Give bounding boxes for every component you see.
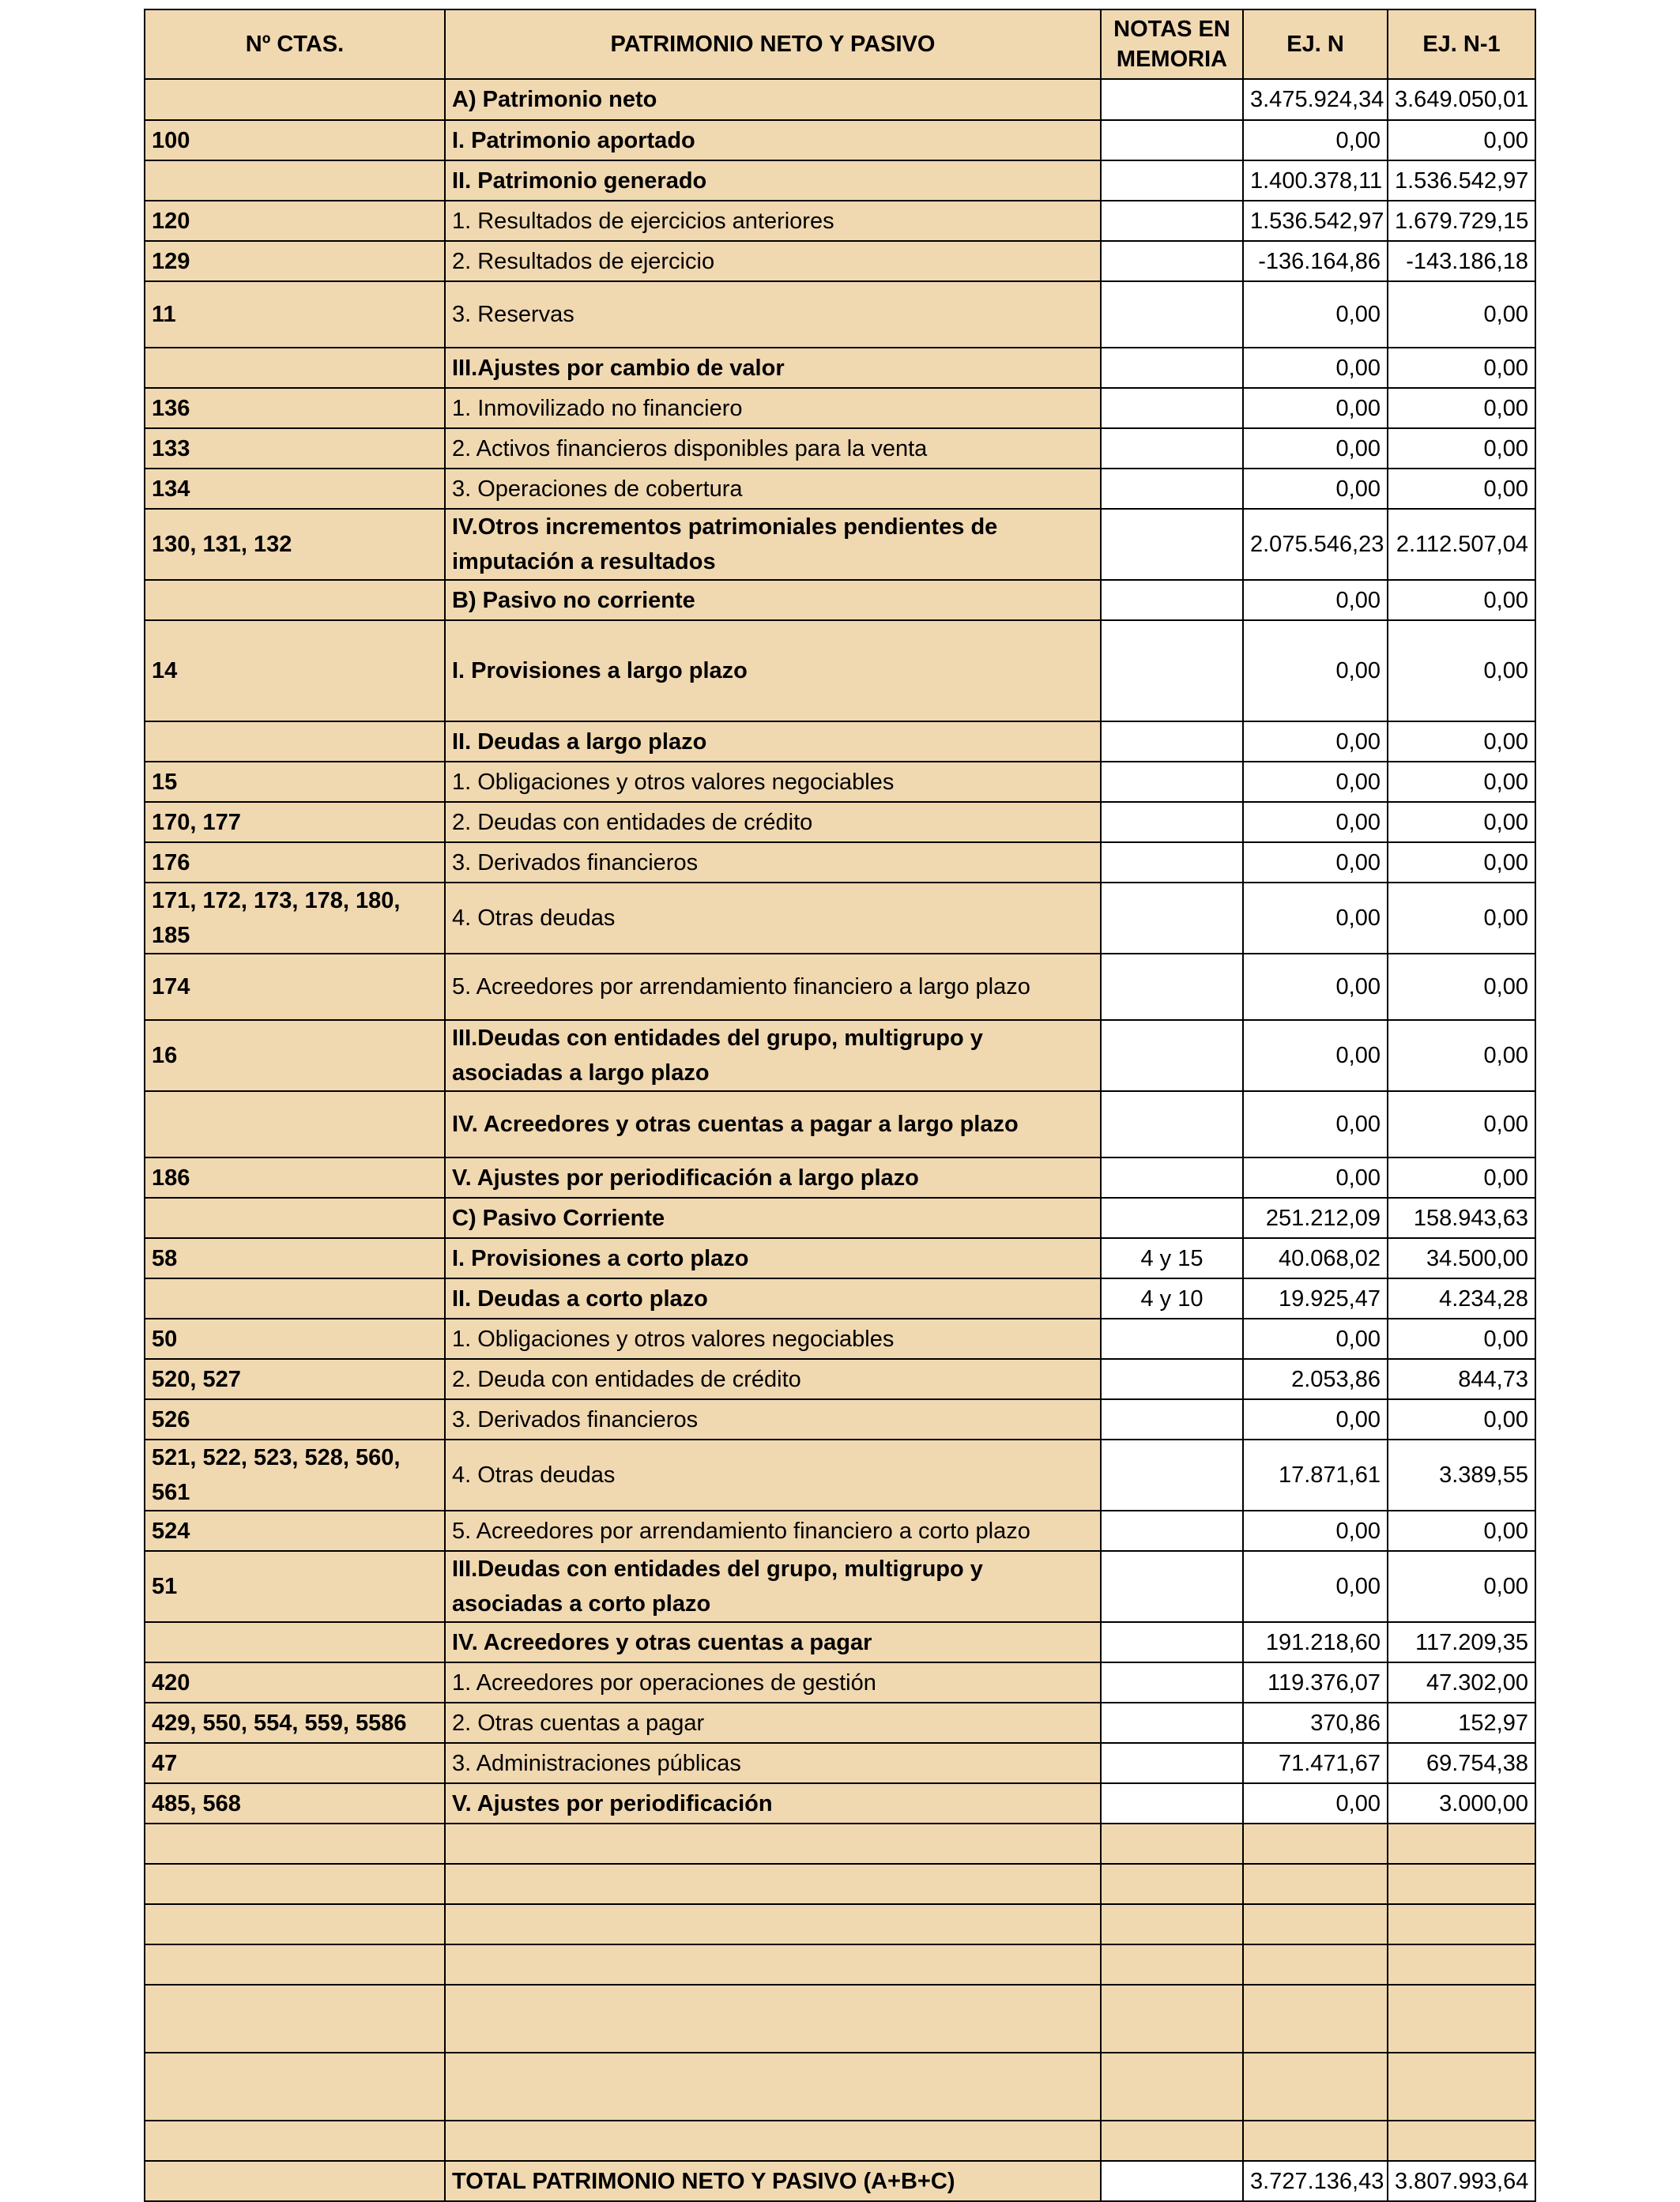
total-ej-n: 3.727.136,43 [1243, 2161, 1388, 2201]
table-row [145, 1551, 1535, 1622]
notes-reference [1101, 1319, 1243, 1359]
value-ej-n: 2.053,86 [1243, 1359, 1388, 1399]
notes-reference [1101, 1511, 1243, 1551]
account-number [145, 1278, 445, 1319]
account-number: 58 [145, 1238, 445, 1278]
value-ej-n1: 0,00 [1388, 842, 1535, 883]
value-ej-n: 191.218,60 [1243, 1622, 1388, 1662]
empty-cell [445, 1824, 1101, 1864]
notes-reference [1101, 1399, 1243, 1440]
account-number [145, 1198, 445, 1238]
concept-label: 2. Activos financieros disponibles para la venta [445, 428, 1101, 469]
table-row [145, 802, 1535, 842]
empty-cell [445, 1944, 1101, 1985]
value-ej-n1: 47.302,00 [1388, 1662, 1535, 1703]
value-ej-n: 0,00 [1243, 1091, 1388, 1157]
table-row [145, 842, 1535, 883]
empty-row [145, 2121, 1535, 2161]
concept-label: 1. Obligaciones y otros valores negociables [445, 1319, 1101, 1359]
value-ej-n1: 0,00 [1388, 1511, 1535, 1551]
notes-reference: 4 y 10 [1101, 1278, 1243, 1319]
account-number: 120 [145, 201, 445, 241]
value-ej-n: 0,00 [1243, 762, 1388, 802]
value-ej-n: 1.400.378,11 [1243, 160, 1388, 201]
account-number: 15 [145, 762, 445, 802]
empty-cell [145, 2053, 445, 2121]
value-ej-n1: 117.209,35 [1388, 1622, 1535, 1662]
account-number: 11 [145, 281, 445, 348]
table-row [145, 1783, 1535, 1824]
account-number [145, 160, 445, 201]
account-number [145, 580, 445, 620]
empty-cell [1101, 2121, 1243, 2161]
value-ej-n: 0,00 [1243, 428, 1388, 469]
account-number: 16 [145, 1020, 445, 1091]
total-label: TOTAL PATRIMONIO NETO Y PASIVO (A+B+C) [445, 2161, 1101, 2201]
empty-cell [1388, 1985, 1535, 2053]
account-number: 420 [145, 1662, 445, 1703]
header-ej-n: EJ. N [1243, 9, 1388, 79]
concept-label: III.Deudas con entidades del grupo, multigrupo y asociadas a corto plazo [445, 1551, 1101, 1622]
notes-reference [1101, 79, 1243, 120]
concept-label: 2. Deuda con entidades de crédito [445, 1359, 1101, 1399]
header-concepto: PATRIMONIO NETO Y PASIVO [445, 9, 1101, 79]
empty-row [145, 1904, 1535, 1944]
account-number: 171, 172, 173, 178, 180, 185 [145, 883, 445, 954]
balance-table [144, 9, 1536, 2202]
value-ej-n: 119.376,07 [1243, 1662, 1388, 1703]
total-ej-n1: 3.807.993,64 [1388, 2161, 1535, 2201]
table-row [145, 348, 1535, 388]
total-notes-cell [1101, 2161, 1243, 2201]
header-ej-n1: EJ. N-1 [1388, 9, 1535, 79]
value-ej-n1: 1.679.729,15 [1388, 201, 1535, 241]
table-row [145, 1157, 1535, 1198]
concept-label: 2. Deudas con entidades de crédito [445, 802, 1101, 842]
table-row [145, 954, 1535, 1020]
value-ej-n: 370,86 [1243, 1703, 1388, 1743]
concept-label: C) Pasivo Corriente [445, 1198, 1101, 1238]
empty-cell [445, 2121, 1101, 2161]
empty-cell [1243, 2121, 1388, 2161]
value-ej-n: 1.536.542,97 [1243, 201, 1388, 241]
header-cuentas: Nº CTAS. [145, 9, 445, 79]
account-number: 176 [145, 842, 445, 883]
value-ej-n1: 0,00 [1388, 281, 1535, 348]
header-notas-line2: MEMORIA [1116, 47, 1228, 72]
empty-cell [1101, 1904, 1243, 1944]
table-row [145, 1399, 1535, 1440]
value-ej-n1: 3.649.050,01 [1388, 79, 1535, 120]
concept-label: 4. Otras deudas [445, 1440, 1101, 1511]
notes-reference [1101, 348, 1243, 388]
account-number [145, 79, 445, 120]
notes-reference [1101, 509, 1243, 580]
value-ej-n1: 0,00 [1388, 1319, 1535, 1359]
concept-label: 1. Obligaciones y otros valores negociables [445, 762, 1101, 802]
concept-label: 3. Administraciones públicas [445, 1743, 1101, 1783]
empty-cell [1101, 1944, 1243, 1985]
value-ej-n1: 0,00 [1388, 1551, 1535, 1622]
concept-label: V. Ajustes por periodificación [445, 1783, 1101, 1824]
empty-cell [1243, 1985, 1388, 2053]
value-ej-n: 0,00 [1243, 281, 1388, 348]
balance-sheet [144, 9, 1535, 2202]
account-number: 129 [145, 241, 445, 281]
value-ej-n1: 0,00 [1388, 120, 1535, 160]
empty-cell [1388, 1904, 1535, 1944]
account-number: 100 [145, 120, 445, 160]
value-ej-n1: 0,00 [1388, 802, 1535, 842]
account-number: 133 [145, 428, 445, 469]
value-ej-n: 0,00 [1243, 1157, 1388, 1198]
empty-cell [145, 2121, 445, 2161]
concept-label: 3. Derivados financieros [445, 1399, 1101, 1440]
value-ej-n: 0,00 [1243, 469, 1388, 509]
account-number: 521, 522, 523, 528, 560, 561 [145, 1440, 445, 1511]
empty-cell [1101, 2053, 1243, 2121]
account-number: 50 [145, 1319, 445, 1359]
notes-reference [1101, 1622, 1243, 1662]
concept-label: IV.Otros incrementos patrimoniales pendientes de imputación a resultados [445, 509, 1101, 580]
concept-label: 1. Acreedores por operaciones de gestión [445, 1662, 1101, 1703]
account-number: 526 [145, 1399, 445, 1440]
table-row [145, 1743, 1535, 1783]
value-ej-n1: 0,00 [1388, 762, 1535, 802]
concept-label: 3. Derivados financieros [445, 842, 1101, 883]
account-number: 136 [145, 388, 445, 428]
value-ej-n: 40.068,02 [1243, 1238, 1388, 1278]
table-row [145, 428, 1535, 469]
table-row [145, 201, 1535, 241]
table-row [145, 1662, 1535, 1703]
concept-label: I. Provisiones a largo plazo [445, 620, 1101, 721]
notes-reference [1101, 762, 1243, 802]
value-ej-n: 0,00 [1243, 580, 1388, 620]
notes-reference [1101, 120, 1243, 160]
empty-cell [445, 2053, 1101, 2121]
notes-reference [1101, 469, 1243, 509]
value-ej-n: 19.925,47 [1243, 1278, 1388, 1319]
notes-reference [1101, 580, 1243, 620]
notes-reference [1101, 428, 1243, 469]
concept-label: IV. Acreedores y otras cuentas a pagar a largo plazo [445, 1091, 1101, 1157]
notes-reference [1101, 842, 1243, 883]
account-number: 429, 550, 554, 559, 5586 [145, 1703, 445, 1743]
account-number: 186 [145, 1157, 445, 1198]
empty-cell [145, 1824, 445, 1864]
empty-cell [1101, 1824, 1243, 1864]
value-ej-n1: 0,00 [1388, 1091, 1535, 1157]
concept-label: I. Provisiones a corto plazo [445, 1238, 1101, 1278]
empty-row [145, 1944, 1535, 1985]
account-number: 520, 527 [145, 1359, 445, 1399]
account-number: 170, 177 [145, 802, 445, 842]
concept-label: A) Patrimonio neto [445, 79, 1101, 120]
value-ej-n1: -143.186,18 [1388, 241, 1535, 281]
value-ej-n1: 0,00 [1388, 1020, 1535, 1091]
concept-label: 2. Otras cuentas a pagar [445, 1703, 1101, 1743]
table-row [145, 509, 1535, 580]
notes-reference [1101, 281, 1243, 348]
notes-reference [1101, 883, 1243, 954]
concept-label: 5. Acreedores por arrendamiento financiero a corto plazo [445, 1511, 1101, 1551]
notes-reference [1101, 388, 1243, 428]
empty-cell [145, 1864, 445, 1904]
total-account-cell [145, 2161, 445, 2201]
empty-cell [1388, 1864, 1535, 1904]
empty-cell [1243, 1944, 1388, 1985]
value-ej-n1: 0,00 [1388, 620, 1535, 721]
value-ej-n1: 69.754,38 [1388, 1743, 1535, 1783]
value-ej-n1: 844,73 [1388, 1359, 1535, 1399]
concept-label: III.Deudas con entidades del grupo, multigrupo y asociadas a largo plazo [445, 1020, 1101, 1091]
table-row [145, 1091, 1535, 1157]
table-row [145, 883, 1535, 954]
notes-reference [1101, 1440, 1243, 1511]
empty-cell [145, 1944, 445, 1985]
value-ej-n: 0,00 [1243, 388, 1388, 428]
value-ej-n1: 3.389,55 [1388, 1440, 1535, 1511]
value-ej-n1: 0,00 [1388, 580, 1535, 620]
concept-label: V. Ajustes por periodificación a largo plazo [445, 1157, 1101, 1198]
value-ej-n1: 0,00 [1388, 348, 1535, 388]
concept-label: 1. Resultados de ejercicios anteriores [445, 201, 1101, 241]
empty-row [145, 1824, 1535, 1864]
account-number [145, 721, 445, 762]
table-row [145, 120, 1535, 160]
concept-label: IV. Acreedores y otras cuentas a pagar [445, 1622, 1101, 1662]
value-ej-n1: 152,97 [1388, 1703, 1535, 1743]
table-row [145, 281, 1535, 348]
account-number: 47 [145, 1743, 445, 1783]
table-row [145, 580, 1535, 620]
notes-reference [1101, 721, 1243, 762]
notes-reference [1101, 1020, 1243, 1091]
table-row [145, 620, 1535, 721]
value-ej-n1: 0,00 [1388, 388, 1535, 428]
table-row [145, 1359, 1535, 1399]
notes-reference [1101, 241, 1243, 281]
table-row [145, 1440, 1535, 1511]
empty-cell [145, 1985, 445, 2053]
empty-cell [145, 1904, 445, 1944]
table-row [145, 1198, 1535, 1238]
account-number: 134 [145, 469, 445, 509]
account-number [145, 1091, 445, 1157]
notes-reference [1101, 1091, 1243, 1157]
notes-reference [1101, 620, 1243, 721]
notes-reference [1101, 1703, 1243, 1743]
value-ej-n: 0,00 [1243, 1511, 1388, 1551]
notes-reference [1101, 1551, 1243, 1622]
notes-reference [1101, 201, 1243, 241]
value-ej-n: 0,00 [1243, 1551, 1388, 1622]
empty-cell [1101, 1864, 1243, 1904]
value-ej-n1: 0,00 [1388, 428, 1535, 469]
concept-label: 1. Inmovilizado no financiero [445, 388, 1101, 428]
value-ej-n: 0,00 [1243, 721, 1388, 762]
notes-reference [1101, 1157, 1243, 1198]
value-ej-n1: 34.500,00 [1388, 1238, 1535, 1278]
empty-cell [445, 1864, 1101, 1904]
concept-label: II. Deudas a largo plazo [445, 721, 1101, 762]
empty-cell [1388, 2053, 1535, 2121]
table-row [145, 160, 1535, 201]
value-ej-n1: 0,00 [1388, 469, 1535, 509]
empty-cell [445, 1904, 1101, 1944]
value-ej-n: 0,00 [1243, 1783, 1388, 1824]
value-ej-n1: 1.536.542,97 [1388, 160, 1535, 201]
notes-reference [1101, 1359, 1243, 1399]
value-ej-n1: 3.000,00 [1388, 1783, 1535, 1824]
account-number: 14 [145, 620, 445, 721]
value-ej-n: 2.075.546,23 [1243, 509, 1388, 580]
value-ej-n1: 0,00 [1388, 883, 1535, 954]
concept-label: III.Ajustes por cambio de valor [445, 348, 1101, 388]
value-ej-n: 71.471,67 [1243, 1743, 1388, 1783]
value-ej-n: 0,00 [1243, 954, 1388, 1020]
value-ej-n1: 0,00 [1388, 721, 1535, 762]
value-ej-n: 0,00 [1243, 1020, 1388, 1091]
table-row [145, 1238, 1535, 1278]
concept-label: I. Patrimonio aportado [445, 120, 1101, 160]
value-ej-n: 0,00 [1243, 842, 1388, 883]
concept-label: II. Patrimonio generado [445, 160, 1101, 201]
account-number: 174 [145, 954, 445, 1020]
account-number: 485, 568 [145, 1783, 445, 1824]
account-number [145, 1622, 445, 1662]
header-row [145, 9, 1535, 79]
value-ej-n: 17.871,61 [1243, 1440, 1388, 1511]
notes-reference [1101, 1783, 1243, 1824]
header-notas-line1: NOTAS EN [1113, 17, 1230, 42]
concept-label: B) Pasivo no corriente [445, 580, 1101, 620]
empty-cell [1243, 1824, 1388, 1864]
concept-label: II. Deudas a corto plazo [445, 1278, 1101, 1319]
table-row [145, 721, 1535, 762]
concept-label: 2. Resultados de ejercicio [445, 241, 1101, 281]
value-ej-n: 0,00 [1243, 348, 1388, 388]
value-ej-n1: 0,00 [1388, 1399, 1535, 1440]
value-ej-n: 0,00 [1243, 802, 1388, 842]
empty-cell [1388, 2121, 1535, 2161]
table-row [145, 241, 1535, 281]
value-ej-n: 251.212,09 [1243, 1198, 1388, 1238]
account-number: 130, 131, 132 [145, 509, 445, 580]
empty-row [145, 2053, 1535, 2121]
notes-reference [1101, 1662, 1243, 1703]
value-ej-n1: 2.112.507,04 [1388, 509, 1535, 580]
notes-reference [1101, 802, 1243, 842]
value-ej-n: 0,00 [1243, 883, 1388, 954]
value-ej-n: -136.164,86 [1243, 241, 1388, 281]
header-notas [1101, 9, 1243, 79]
value-ej-n: 0,00 [1243, 120, 1388, 160]
table-row [145, 1020, 1535, 1091]
concept-label: 3. Operaciones de cobertura [445, 469, 1101, 509]
notes-reference [1101, 160, 1243, 201]
table-row [145, 1703, 1535, 1743]
value-ej-n1: 158.943,63 [1388, 1198, 1535, 1238]
table-row [145, 1622, 1535, 1662]
empty-cell [1101, 1985, 1243, 2053]
table-row [145, 762, 1535, 802]
empty-cell [1243, 2053, 1388, 2121]
empty-cell [1388, 1824, 1535, 1864]
concept-label: 3. Reservas [445, 281, 1101, 348]
table-row [145, 1319, 1535, 1359]
concept-label: 4. Otras deudas [445, 883, 1101, 954]
notes-reference [1101, 1743, 1243, 1783]
empty-row [145, 1864, 1535, 1904]
account-number: 524 [145, 1511, 445, 1551]
notes-reference: 4 y 15 [1101, 1238, 1243, 1278]
account-number: 51 [145, 1551, 445, 1622]
value-ej-n: 0,00 [1243, 1399, 1388, 1440]
empty-cell [1388, 1944, 1535, 1985]
table-row [145, 1278, 1535, 1319]
value-ej-n: 3.475.924,34 [1243, 79, 1388, 120]
table-row [145, 388, 1535, 428]
empty-cell [1243, 1864, 1388, 1904]
empty-cell [445, 1985, 1101, 2053]
value-ej-n1: 0,00 [1388, 954, 1535, 1020]
value-ej-n1: 4.234,28 [1388, 1278, 1535, 1319]
value-ej-n: 0,00 [1243, 1319, 1388, 1359]
empty-row [145, 1985, 1535, 2053]
table-row [145, 1511, 1535, 1551]
notes-reference [1101, 954, 1243, 1020]
notes-reference [1101, 1198, 1243, 1238]
table-row [145, 469, 1535, 509]
concept-label: 5. Acreedores por arrendamiento financiero a largo plazo [445, 954, 1101, 1020]
table-row [145, 79, 1535, 120]
total-row [145, 2161, 1535, 2201]
empty-cell [1243, 1904, 1388, 1944]
value-ej-n: 0,00 [1243, 620, 1388, 721]
account-number [145, 348, 445, 388]
value-ej-n1: 0,00 [1388, 1157, 1535, 1198]
